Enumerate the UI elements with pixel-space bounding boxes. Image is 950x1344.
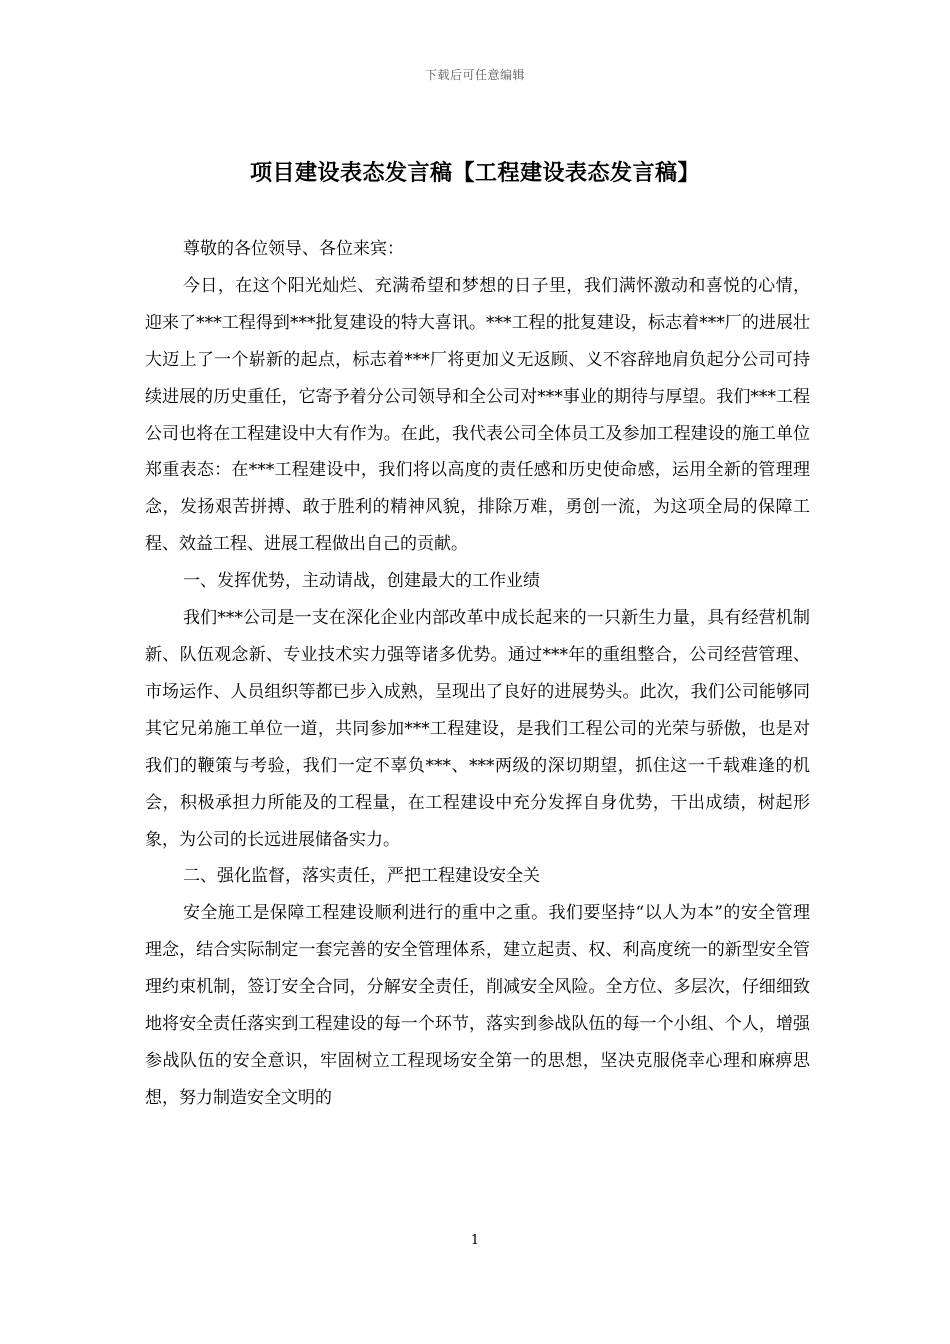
body-paragraph: 今日，在这个阳光灿烂、充满希望和梦想的日子里，我们满怀激动和喜悦的心情，迎来了***工程得到***批复建设的特大喜讯。***工程的批复建设，标志着***厂的进展壮大迈上了一个崭新的起点，标志着***厂将更加义无返顾、义不容辞地肩负起分公司可持续进展的历史重任，它寄予着分公司领导和全公司对***事业的期待与厚望。我们***工程公司也将在工程建设中大有作为。在此，我代表公司全体员工及参加工程建设的施工单位郑重表态：在***工程建设中，我们将以高度的责任感和历史使命感，运用全新的管理理念，发扬艰苦拼搏、敢于胜利的精神风貌，排除万难，勇创一流，为这项全局的保障工程、效益工程、进展工程做出自己的贡献。	[145, 275, 810, 555]
page-header-note: 下载后可任意编辑	[424, 68, 525, 82]
body-paragraph: 安全施工是保障工程建设顺利进行的重中之重。我们要坚持“以人为本”的安全管理理念，结合实际制定一套完善的安全管理体系，建立起责、权、利高度统一的新型安全管理约束机制，签订安全合同，分解安全责任，削减安全风险。全方位、多层次，仔细细致地将安全责任落实到工程建设的每一个环节，落实到参战队伍的每一个小组、个人，增强参战队伍的安全意识，牢固树立工程现场安全第一的思想，坚决克服侥幸心理和麻痹思想，努力制造安全文明的	[145, 903, 810, 1108]
body-paragraph: 我们***公司是一支在深化企业内部改革中成长起来的一只新生力量，具有经营机制新、队伍观念新、专业技术实力强等诸多优势。通过***年的重组整合，公司经营管理、市场运作、人员组织等都已步入成熟，呈现出了良好的进展势头。此次，我们公司能够同其它兄弟施工单位一道，共同参加***工程建设，是我们工程公司的光荣与骄傲，也是对我们的鞭策与考验，我们一定不辜负***、***两级的深切期望，抓住这一千载难逢的机会，积极承担力所能及的工程量，在工程建设中充分发挥自身优势，干出成绩，树起形象，为公司的长远进展储备实力。	[145, 608, 810, 850]
section-heading: 二、强化监督，落实责任，严把工程建设安全关	[183, 866, 540, 887]
section-heading: 一、发挥优势，主动请战，创建最大的工作业绩	[183, 571, 540, 592]
document-title: 项目建设表态发言稿【工程建设表态发言稿】	[249, 161, 700, 186]
document-body	[145, 231, 810, 1117]
salutation-paragraph: 尊敬的各位领导、各位来宾：	[183, 239, 404, 259]
page-number: 1	[470, 1233, 480, 1248]
